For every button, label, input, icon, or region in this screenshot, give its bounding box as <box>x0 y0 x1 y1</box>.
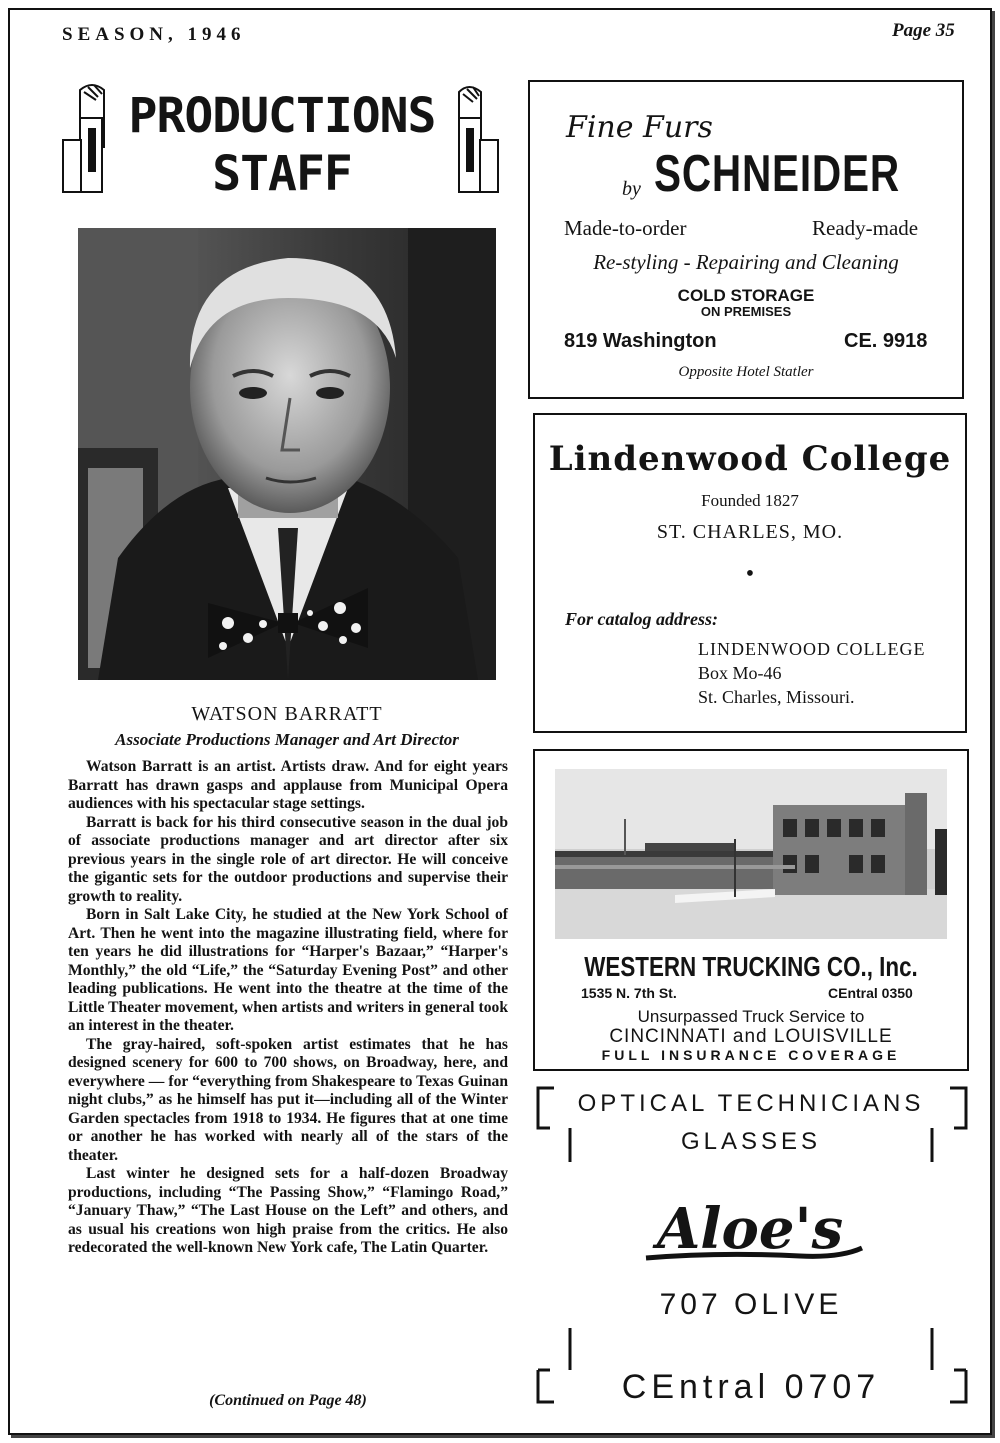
aloe-phone: CEntral 0707 <box>621 1368 881 1406</box>
by-label: by <box>622 178 641 200</box>
article-title-line2: STAFF <box>212 146 352 202</box>
schneider-address: 819 Washington <box>564 330 717 352</box>
glasses-label: GLASSES <box>680 1128 822 1155</box>
schneider-location: Opposite Hotel Statler <box>678 364 814 380</box>
catalog-address-1: LINDENWOOD COLLEGE <box>698 639 926 659</box>
truck-service-line: Unsurpassed Truck Service to <box>637 1007 865 1026</box>
schneider-phone: CE. 9918 <box>844 330 928 352</box>
founded-line: Founded 1827 <box>701 491 799 510</box>
insurance-line: FULL INSURANCE COVERAGE <box>601 1047 901 1063</box>
article-paragraph: Barratt is back for his third consecutive season in the dual job of associate productions manager and art director after six previous years in the single role of art director. He will conceive the gigantic sets for the outdoor productions and supervise their growth to reality. <box>68 813 508 905</box>
aloe-address: 707 OLIVE <box>659 1288 843 1321</box>
catalog-address-2: Box Mo-46 <box>698 663 782 683</box>
article-paragraph: Last winter he designed sets for a half-dozen Broadway productions, including “The Passing Show,” “Flamingo Road,” “January Thaw,” “The Last House on the Left” and others, and as usual his creations won high praise from the critics. He also redecorated the well-known New York cafe, The Latin Quarter. <box>68 1165 508 1256</box>
portrait-photo <box>78 228 496 680</box>
article-title-line1: PRODUCTIONS <box>128 88 436 144</box>
bullet-icon: • <box>745 561 755 587</box>
truck-cities-line: CINCINNATI and LOUISVILLE <box>609 1026 893 1047</box>
person-name: WATSON BARRATT <box>191 703 383 725</box>
on-premises: ON PREMISES <box>700 304 792 319</box>
lindenwood-ad <box>533 413 967 733</box>
lindenwood-name: Lindenwood College <box>548 439 952 479</box>
western-address: 1535 N. 7th St. <box>581 985 677 1001</box>
city-line: ST. CHARLES, MO. <box>656 521 844 543</box>
catalog-address-3: St. Charles, Missouri. <box>698 687 855 707</box>
title-ornament-left <box>60 78 106 196</box>
western-phone: CEntral 0350 <box>828 985 913 1001</box>
made-to-order: Made-to-order <box>564 216 687 240</box>
western-trucking-name: WESTERN TRUCKING CO., Inc. <box>584 951 918 982</box>
article-paragraph: Born in Salt Lake City, he studied at the New York School of Art. Then he went into the magazine illustrating field, where for ten years he did illustrations for “Harper's Bazaar,” “Harper's Monthly,” the old “Life,” the “Saturday Evening Post” and other leading publications. He went into the theatre at the time of the Little Theater movement, when artists and writers in general took an interest in the theater. <box>68 906 508 1034</box>
catalog-label: For catalog address: <box>565 609 718 629</box>
article-paragraph: Watson Barratt is an artist. Artists draw. And for eight years Barratt has drawn gasps and applause from Municipal Opera audiences with his spectacular stage settings. <box>68 758 508 812</box>
title-ornament-right <box>455 80 501 196</box>
page-number: Page 35 <box>892 20 955 41</box>
services-line: Re-styling - Repairing and Cleaning <box>593 250 899 274</box>
fine-furs-script: Fine Furs <box>566 110 713 145</box>
article-paragraph: The gray-haired, soft-spoken artist estimates that he has designed scenery for 600 to 700 shows, on Broadway, here, and everywhere — for “everything from Shakespeare to Texas Guinan night clubs,” as he himself has put it—including all of the Winter Garden spectacles from 1918 to 1934. He figures that at one time or another he has worked with nearly all of the stars of the theater. <box>68 1035 508 1164</box>
western-trucking-ad <box>533 749 969 1071</box>
article-body <box>68 758 508 1258</box>
schneider-name: SCHNEIDER <box>654 145 900 203</box>
person-role: Associate Productions Manager and Art Director <box>115 730 459 749</box>
continued-note: (Continued on Page 48) <box>209 1392 367 1409</box>
season-header: SEASON, 1946 <box>62 24 246 45</box>
ready-made: Ready-made <box>812 216 919 240</box>
aloe-logo: Aloe's <box>656 1196 844 1262</box>
schneider-ad <box>528 80 964 399</box>
cold-storage: COLD STORAGE <box>677 286 815 305</box>
trucking-building-photo <box>555 769 947 939</box>
optical-technicians: OPTICAL TECHNICIANS <box>577 1090 925 1117</box>
